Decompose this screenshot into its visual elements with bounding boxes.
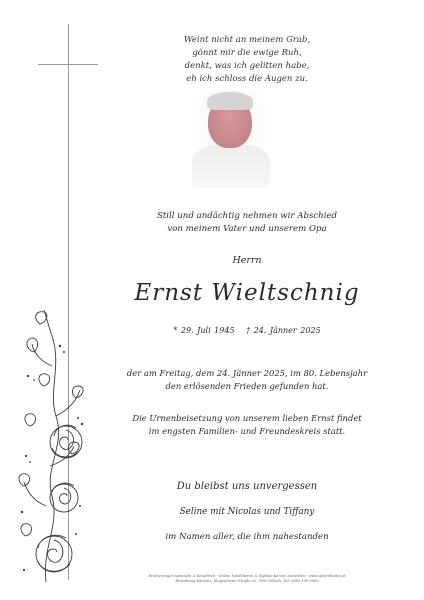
footer-line: Erinnerungen sammeln & bewahren - Online kondolieren & digitale Kerzen anzünden - www.gedenkseite.at <box>148 574 346 578</box>
others-line: im Namen aller, die ihm nahestanden <box>165 532 329 542</box>
death-date: † 24. Jänner 2025 <box>246 326 321 335</box>
family-names: Seline mit Nicolas und Tiffany <box>179 507 315 517</box>
birth-date: * 29. Juli 1945 <box>173 326 235 335</box>
farewell-line: Still und andächtig nehmen wir Abschied <box>156 211 338 221</box>
poem <box>82 34 412 86</box>
farewell-line: von meinem Vater und unserem Opa <box>167 224 327 234</box>
portrait-hair <box>207 92 253 110</box>
salutation: Herrn <box>232 255 262 266</box>
life-dates <box>82 326 412 335</box>
death-notice-line: den erlösenden Frieden gefunden hat. <box>165 380 329 391</box>
poem-line: denkt, was ich gelitten habe, <box>184 61 310 71</box>
portrait-shirt <box>192 144 270 188</box>
urn-notice <box>82 412 412 437</box>
urn-notice-line: Die Urnenbeisetzung von unserem lieben Ernst findet <box>132 413 362 423</box>
death-notice <box>82 367 412 392</box>
motto: Du bleibst uns unvergessen <box>176 481 318 492</box>
deceased-name: Ernst Wieltschnig <box>134 280 360 306</box>
farewell-text <box>82 210 412 236</box>
poem-line: Weint nicht an meinem Grab, <box>183 35 311 45</box>
portrait-photo <box>190 90 272 190</box>
footer-line: Bestattung Kärnten, Klagenfurter Straße 62, 9500 Villach, Tel. 0800 199 0000 <box>175 579 319 583</box>
poem-line: eh ich schloss die Augen zu. <box>186 74 308 84</box>
urn-notice-line: im engsten Familien- und Freundeskreis statt. <box>148 425 346 436</box>
rose-ornament-icon <box>16 306 90 584</box>
footer <box>82 574 412 584</box>
death-notice-line: der am Freitag, dem 24. Jänner 2025, im 80. Lebensjahr <box>126 368 368 378</box>
poem-line: gönnt mir die ewige Ruh, <box>192 48 302 58</box>
